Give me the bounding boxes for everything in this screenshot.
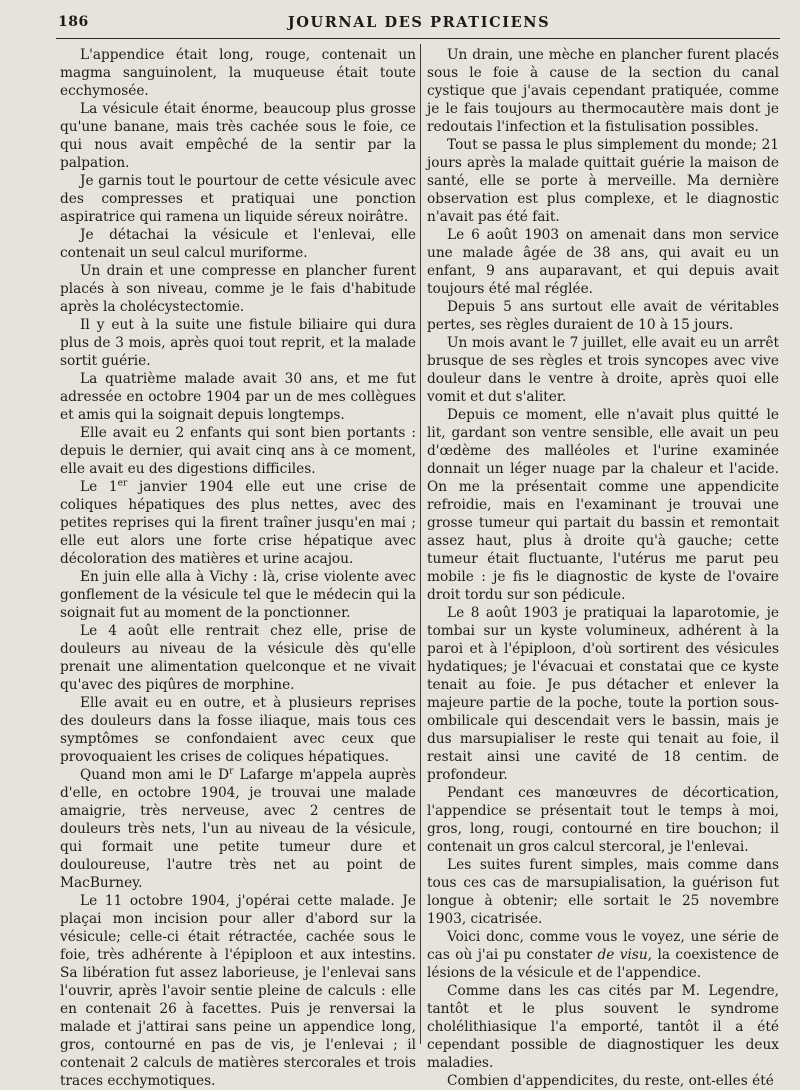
text-run: , la coexistence de lésions de la vésicule et de l'appendice. <box>427 947 779 981</box>
paragraph <box>427 928 779 982</box>
paragraph: Combien d'appendicites, du reste, ont-elles été <box>447 1073 774 1089</box>
text-run: Le 1 <box>80 479 118 495</box>
column-divider <box>420 44 421 1044</box>
paragraph: Comme dans les cas cités par M. Legendre, tantôt et le plus souvent le syndrome cholélithiasique l'a emporté, tantôt il a été cependant possible de diagnostiquer les deux maladies. <box>427 983 779 1071</box>
header-rule <box>56 38 780 39</box>
paragraph: La quatrième malade avait 30 ans, et me fut adressée en octobre 1904 par un de mes collègues et amis qui la soignait depuis longtemps. <box>60 371 416 423</box>
paragraph: La vésicule était énorme, beaucoup plus grosse qu'une banane, mais très cachée sous le foie, ce qui nous avait empêché de la sentir par la palpation. <box>60 101 416 171</box>
paragraph: Pendant ces manœuvres de décortication, l'appendice se présentait tout le temps à moi, gros, long, rougi, contourné en tire bouchon; il contenait un gros calcul stercoral, je l'enlevai. <box>427 785 779 855</box>
left-column <box>60 46 416 1090</box>
paragraph: Je garnis tout le pourtour de cette vésicule avec des compresses et pratiquai une ponction aspiratrice qui ramena un liquide séreux noirâtre. <box>60 173 416 225</box>
paragraph: En juin elle alla à Vichy : là, crise violente avec gonflement de la vésicule tel que le médecin qui la soignait fut au moment de la ponctionner. <box>60 569 416 621</box>
paragraph: Le 8 août 1903 je pratiquai la laparotomie, je tombai sur un kyste volumineux, adhérent à la paroi et à l'épiploon, d'où sortirent des vésicules hydatiques; je l'évacuai et constatai que ce kyste tenait au foie. Je pus détacher et enlever la majeure partie de la poche, toute la portion sous-ombilicale qui descendait vers le bassin, mais je dus marsupialiser le reste qui tenait au foie, il restait ainsi une cavité de 18 centim. de profondeur. <box>427 605 779 783</box>
page-header <box>58 14 780 36</box>
paragraph: Les suites furent simples, mais comme dans tous ces cas de marsupialisation, la guérison fut longue à obtenir; elle sortait le 25 novembre 1903, cicatrisée. <box>427 857 779 927</box>
superscript: er <box>117 478 128 489</box>
paragraph: Le 11 octobre 1904, j'opérai cette malade. Je plaçai mon incision pour aller d'abord sur la vésicule; celle-ci était rétractée, cachée sous le foie, très adhérente à l'épiploon et aux intestins. Sa libération fut assez laborieuse, je l'enlevai sans l'ouvrir, après l'avoir sentie pleine de calculs : elle en contenait 26 à facettes. Puis je renversai la malade et j'attirai sans peine un appendice long, gros, contourné en pas de vis, je l'enlevai ; il contenait 2 calculs de matières stercorales et trois traces ecchymotiques. <box>60 893 416 1089</box>
paragraph: Elle avait eu en outre, et à plusieurs reprises des douleurs dans la fosse iliaque, mais tous ces symptômes se confondaient avec ceux que provoquaient les crises de coliques hépatiques. <box>60 695 416 765</box>
paragraph: Je détachai la vésicule et l'enlevai, elle contenait un seul calcul muriforme. <box>60 227 416 261</box>
paragraph: Il y eut à la suite une fistule biliaire qui dura plus de 3 mois, après quoi tout reprit, et la malade sortit guérie. <box>60 317 416 369</box>
italic-text: de visu <box>597 947 648 963</box>
text-run: janvier 1904 elle eut une crise de coliques hépatiques des plus nettes, avec des petites reprises qui la firent traîner jusqu'en mai ; elle eut alors une forte crise hépatique avec décoloration des matières et urine acajou. <box>60 479 417 567</box>
paragraph <box>60 766 416 892</box>
paragraph: Un drain, une mèche en plancher furent placés sous le foie à cause de la section du canal cystique que j'avais cependant pratiquée, comme je le fais toujours au thermocautère mais dont je redoutais l'infection et la fistulisation possibles. <box>427 47 779 135</box>
text-run: Lafarge m'appela auprès d'elle, en octobre 1904, je trouvai une malade amaigrie, très nerveuse, avec 2 centres de douleurs très nets, l'un au niveau de la vésicule, qui formait une petite tumeur dure et douloureuse, l'autre très net au point de MacBurney. <box>60 767 416 891</box>
paragraph: Tout se passa le plus simplement du monde; 21 jours après la malade quittait guérie la maison de santé, elle se porte à merveille. Ma dernière observation est plus complexe, et le diagnostic n'avait pas été fait. <box>427 137 779 225</box>
paragraph: Depuis 5 ans surtout elle avait de véritables pertes, ses règles duraient de 10 à 15 jours. <box>427 299 779 333</box>
superscript: r <box>229 766 234 777</box>
paragraph: L'appendice était long, rouge, contenait un magma sanguinolent, la muqueuse était toute ecchymosée. <box>60 47 416 99</box>
paragraph: Le 4 août elle rentrait chez elle, prise de douleurs au niveau de la vésicule dès qu'elle prenait une alimentation quelconque et ne vivait qu'avec des piqûres de morphine. <box>60 623 416 693</box>
paragraph: Depuis ce moment, elle n'avait plus quitté le lit, gardant son ventre sensible, elle avait un peu d'œdème des malléoles et l'urine examinée donnait un léger nuage par la chaleur et l'acide. On me la présentait comme une appendicite refroidie, mais en l'examinant je trouvai une grosse tumeur qui partait du bassin et remontait assez haut, plus à droite qu'à gauche; cette tumeur était fluctuante, l'utérus me parut peu mobile : je fis le diagnostic de kyste de l'ovaire droit tordu sur son pédicule. <box>427 407 779 603</box>
paragraph: Un drain et une compresse en plancher furent placés à son niveau, comme je le fais d'habitude après la cholécystectomie. <box>60 263 416 315</box>
paragraph: Le 6 août 1903 on amenait dans mon service une malade âgée de 38 ans, qui avait eu un enfant, 9 ans auparavant, et qui depuis avait toujours été mal réglée. <box>427 227 779 297</box>
text-run: Voici donc, comme vous le voyez, une série de cas où j'ai pu constater <box>427 929 779 963</box>
text-run: Quand mon ami le D <box>80 767 230 783</box>
paragraph <box>60 478 416 568</box>
paragraph: Elle avait eu 2 enfants qui sont bien portants : depuis le dernier, qui avait cinq ans à ce moment, elle avait eu des digestions difficiles. <box>60 425 416 477</box>
right-column <box>427 46 779 1090</box>
journal-title: JOURNAL DES PRATICIENS <box>287 14 551 31</box>
paragraph: Un mois avant le 7 juillet, elle avait eu un arrêt brusque de ses règles et trois syncopes avec vive douleur dans le ventre à droite, après quoi elle vomit et dut s'aliter. <box>427 335 779 405</box>
page-number: 186 <box>58 14 89 30</box>
